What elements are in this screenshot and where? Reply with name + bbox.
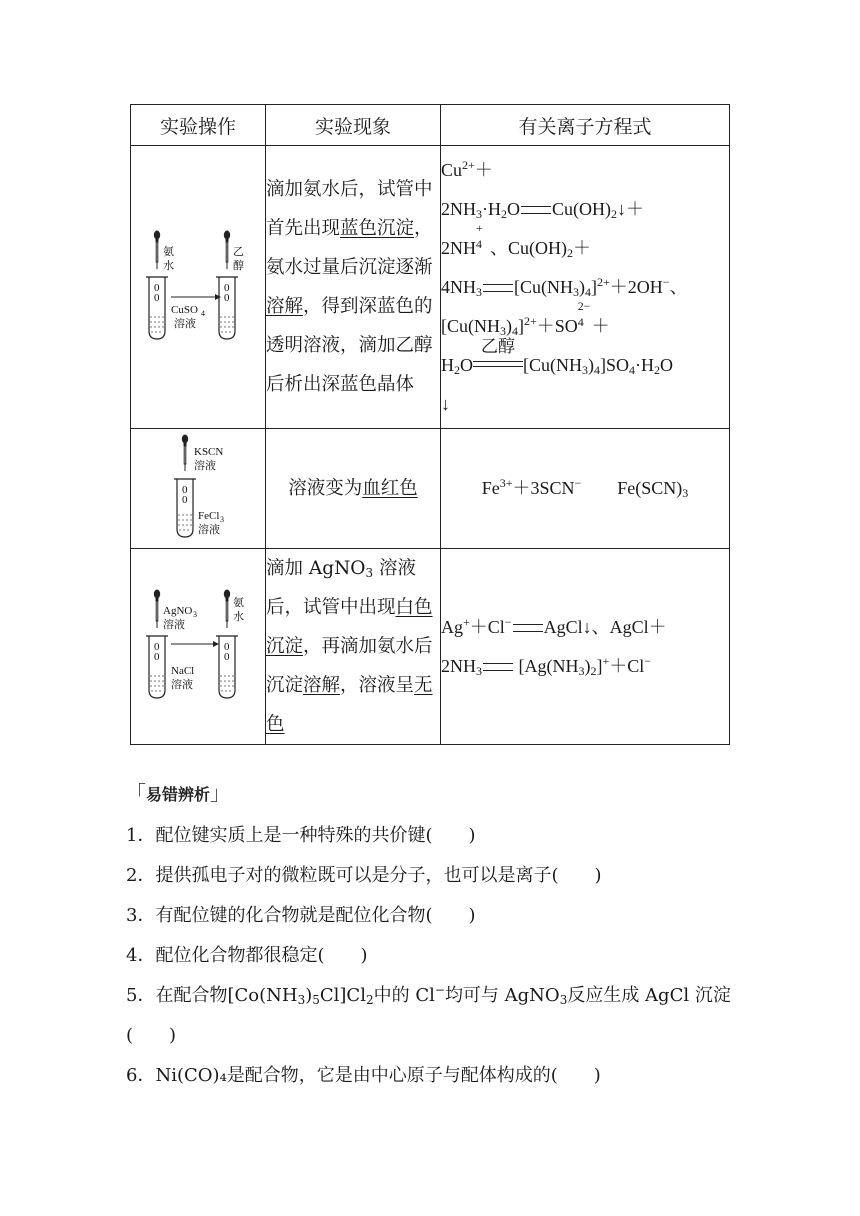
svg-text:乙: 乙 (233, 244, 244, 258)
svg-text:氨: 氨 (163, 244, 174, 258)
list-item: 6．Ni(CO)₄是配合物，它是由中心原子与配体构成的( ) (126, 1065, 601, 1086)
header-equation: 有关离子方程式 (441, 105, 730, 146)
phenomenon-fecl3: 溶液变为血红色 (266, 429, 441, 549)
test-tube-icon (146, 636, 168, 698)
svg-text:AgNO: AgNO (163, 605, 193, 617)
test-tube-diagram (143, 584, 253, 704)
svg-text:4: 4 (201, 308, 205, 318)
dropper-icon (154, 230, 160, 269)
dropper-icon (154, 590, 160, 629)
test-tube-icon (216, 636, 238, 698)
phenomenon-nacl: 滴加 AgNO$_3$ 溶液后，试管中出现白色沉淀，再滴加氨水后沉淀溶解，溶液呈无色 (266, 549, 441, 745)
svg-text:3: 3 (193, 610, 197, 619)
svg-text:0: 0 (224, 281, 230, 294)
dropper-icon (224, 230, 230, 269)
table-row (131, 429, 730, 549)
svg-text:NaCl: NaCl (171, 665, 195, 677)
test-tube-icon (216, 277, 238, 339)
section-title: 「易错辨析」 (126, 781, 231, 805)
svg-text:溶液: 溶液 (174, 316, 196, 330)
operation-image-fecl3 (131, 429, 266, 549)
svg-text:0: 0 (154, 291, 160, 304)
svg-text:0: 0 (182, 484, 188, 496)
svg-text:0: 0 (224, 641, 230, 653)
svg-text:溶液: 溶液 (163, 618, 185, 631)
list-item: 1．配位键实质上是一种特殊的共价键( ) (126, 825, 476, 846)
svg-text:水: 水 (163, 258, 174, 272)
test-tube-icon (174, 479, 196, 537)
test-tube-diagram (148, 431, 248, 541)
test-tube-icon (146, 277, 168, 339)
table-row (131, 549, 730, 745)
experiment-table (130, 104, 730, 745)
dropper-icon (224, 590, 230, 629)
list-item: 4．配位化合物都很稳定( ) (126, 945, 368, 966)
equation-fecl3: $Fe^{3+}+3SCN^-$ $Fe(SCN)_3$ (441, 429, 730, 549)
test-tube-diagram (143, 225, 253, 345)
header-operation: 实验操作 (131, 105, 266, 146)
svg-text:KSCN: KSCN (194, 446, 224, 458)
svg-text:水: 水 (233, 610, 244, 623)
svg-text:溶液: 溶液 (198, 523, 220, 536)
svg-text:0: 0 (224, 291, 230, 304)
equation-cuso4: $Cu^{2+}+$ $2NH_3\cdot H_2O$ $Cu(OH)_2↓+$ 2NH + 4 、$Cu(OH)_2+$ $4NH_3$ $[Cu(NH_3)_4]^{2+}+2OH^-$、 $[Cu(NH_3)_4]^{2+}+SO$ 2− 4 ＋ $H_2O$ 乙醇 $[Cu(NH_3)_4]SO_4\cdot H_2O$ ↓ (441, 146, 730, 429)
error-analysis-section (126, 782, 746, 1096)
phenomenon-cuso4: 滴加氨水后，试管中首先出现蓝色沉淀，氨水过量后沉淀逐渐溶解，得到深蓝色的透明溶液，滴加乙醇后析出深蓝色晶体 (266, 146, 441, 429)
svg-text:0: 0 (224, 651, 230, 663)
svg-text:CuSO: CuSO (171, 303, 198, 316)
svg-text:溶液: 溶液 (194, 459, 216, 472)
svg-text:0: 0 (182, 494, 188, 506)
svg-text:0: 0 (154, 281, 160, 294)
operation-image-cuso4 (131, 146, 266, 429)
operation-image-nacl (131, 549, 266, 745)
table-row (131, 146, 730, 429)
svg-text:3: 3 (220, 515, 224, 524)
table-header-row (131, 105, 730, 146)
svg-text:氨: 氨 (233, 596, 244, 609)
list-item: 2．提供孤电子对的微粒既可以是分子，也可以是离子( ) (126, 865, 602, 886)
dropper-icon (182, 435, 188, 472)
header-phenomenon: 实验现象 (266, 105, 441, 146)
list-item: 3．有配位键的化合物就是配位化合物( ) (126, 905, 476, 926)
list-item: 5．在配合物$[Co(NH_3)_5Cl]Cl_2$中的 Cl−均可与 AgNO$_3$反应生成 AgCl 沉淀( ) (126, 983, 731, 1046)
svg-text:FeCl: FeCl (198, 510, 220, 522)
svg-text:醇: 醇 (233, 258, 244, 272)
svg-text:0: 0 (154, 641, 160, 653)
svg-text:溶液: 溶液 (171, 678, 193, 691)
svg-text:0: 0 (154, 651, 160, 663)
equation-nacl: Ag+＋Cl− AgCl↓、AgCl＋ $2NH_3$ $[Ag(NH_3)_2]^++Cl^-$ (441, 549, 730, 745)
